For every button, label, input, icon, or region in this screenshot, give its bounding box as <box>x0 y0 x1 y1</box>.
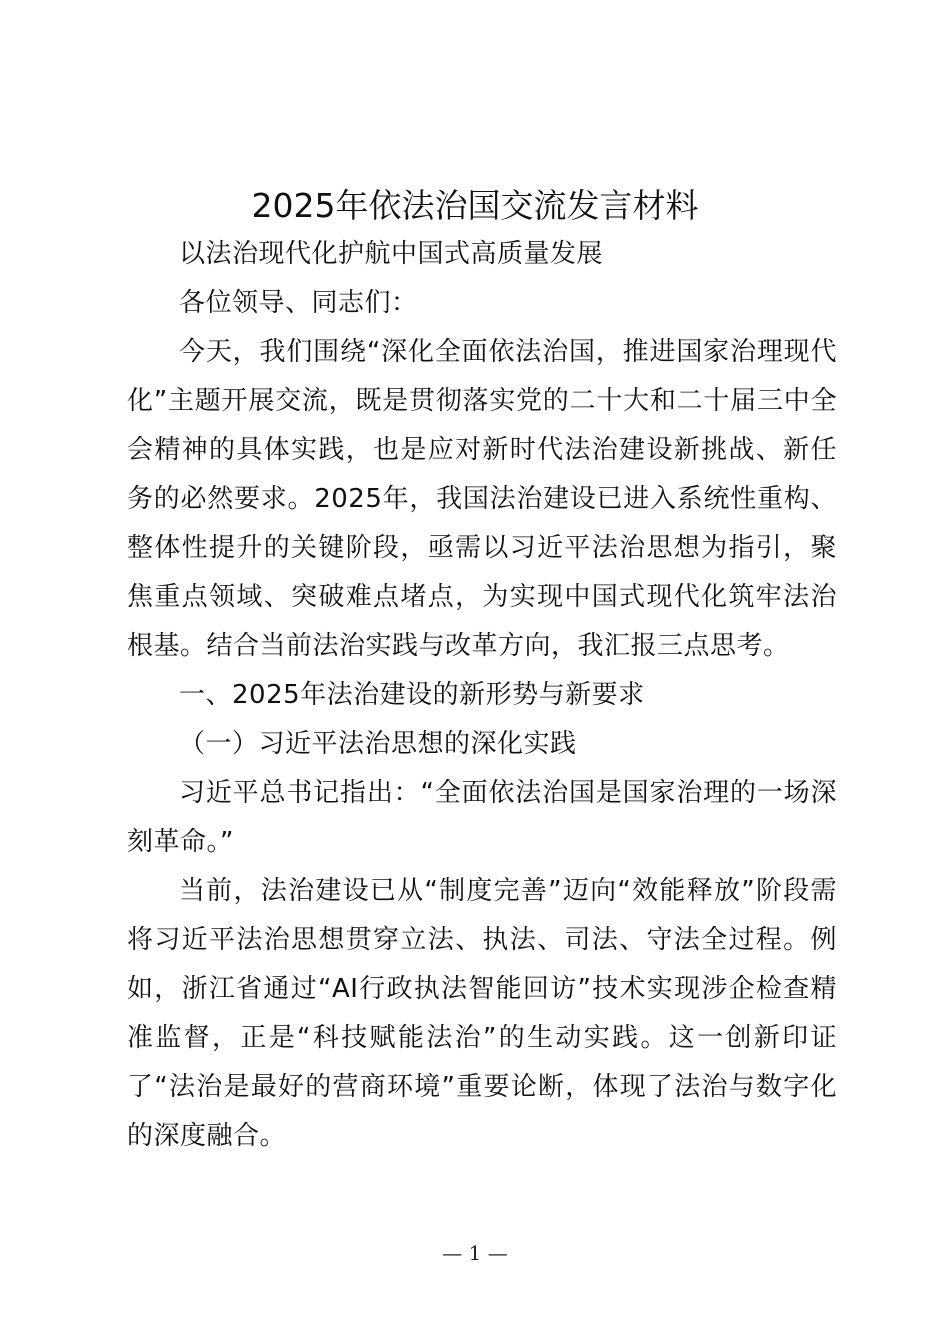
subsection-heading: （一）习近平法治思想的深化实践 <box>179 729 577 759</box>
document-body <box>127 230 837 1161</box>
intro-paragraph: 今天，我们围绕“深化全面依法治国，推进国家治理现代化”主题开展交流，既是贯彻落实党的二十大和二十届三中全会精神的具体实践，也是应对新时代法治建设新挑战、新任务的必然要求。2025年，我国法治建设已进入系统性重构、整体性提升的关键阶段，亟需以习近平法治思想为指引，聚焦重点领域、突破难点堵点，为实现中国式现代化筑牢法治根基。结合当前法治实践与改革方向，我汇报三点思考。 <box>127 337 837 661</box>
body-paragraph: 当前，法治建设已从“制度完善”迈向“效能释放”阶段需将习近平法治思想贯穿立法、执法、司法、守法全过程。例如，浙江省通过“AI行政执法智能回访”技术实现涉企检查精准监督，正是“科技赋能法治”的生动实践。这一创新印证了“法治是最好的营商环境”重要论断，体现了法治与数字化的深度融合。 <box>127 876 837 1151</box>
section-heading: 一、2025年法治建设的新形势与新要求 <box>179 680 645 710</box>
page-number: — 1 — <box>442 1241 508 1265</box>
subtitle-paragraph: 以法治现代化护航中国式高质量发展 <box>179 239 604 269</box>
greeting-paragraph: 各位领导、同志们： <box>179 288 418 318</box>
quote-paragraph: 习近平总书记指出：“全面依法治国是国家治理的一场深刻革命。” <box>127 778 837 857</box>
document-title: 2025年依法治国交流发言材料 <box>251 186 699 225</box>
